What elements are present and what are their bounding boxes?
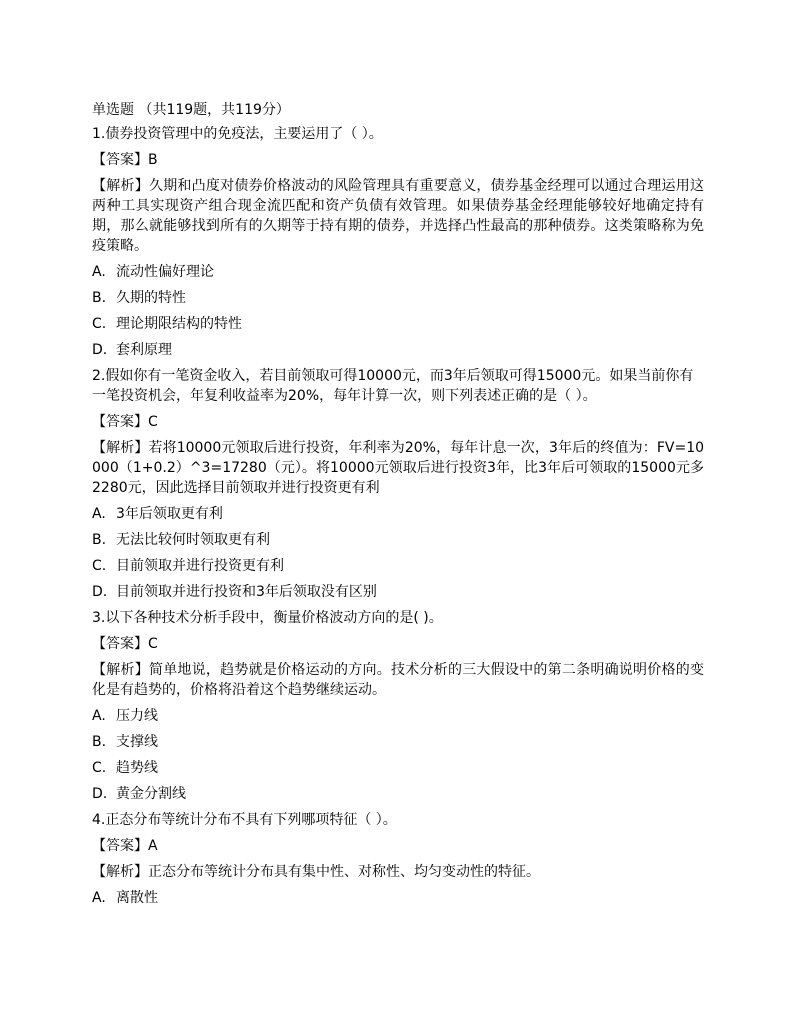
analysis-line: [92, 862, 704, 882]
analysis-text: 若将10000元领取后进行投资，年利率为20%，每年计息一次，3年后的终值为：FV=10000（1+0.2）^3=17280（元）。将10000元领取后进行投资3年，比3年后可领取的15000元多2280元，因此选择目前领取并进行投资更有利: [92, 440, 705, 496]
option-c: [92, 556, 704, 576]
option-text: 趋势线: [116, 760, 158, 776]
answer-value: C: [148, 636, 158, 652]
option-a: [92, 706, 704, 726]
question-block-4: [92, 810, 704, 908]
question-block-3: [92, 608, 704, 804]
option-text: 支撑线: [116, 734, 158, 750]
analysis-text: 正态分布等统计分布具有集中性、对称性、均匀变动性的特征。: [148, 864, 540, 880]
option-text: 套利原理: [116, 342, 172, 358]
option-text: 理论期限结构的特性: [116, 316, 242, 332]
option-label: C.: [92, 316, 107, 332]
option-text: 流动性偏好理论: [116, 264, 214, 280]
analysis-line: [92, 176, 704, 256]
option-d: [92, 784, 704, 804]
question-stem: 3.以下各种技术分析手段中，衡量价格波动方向的是( )。: [92, 610, 443, 626]
answer-line: [92, 150, 704, 170]
option-c: [92, 314, 704, 334]
analysis-label: 【解析】: [92, 178, 149, 194]
answer-value: C: [148, 414, 158, 430]
option-label: B.: [92, 290, 107, 306]
option-label: D.: [92, 786, 108, 802]
answer-value: B: [148, 152, 158, 168]
option-a: [92, 262, 704, 282]
option-label: D.: [92, 342, 108, 358]
option-label: A.: [92, 708, 106, 724]
option-label: A.: [92, 506, 106, 522]
analysis-text: 久期和凸度对债券价格波动的风险管理具有重要意义，债券基金经理可以通过合理运用这两种工具实现资产组合现金流匹配和资产负债有效管理。如果债券基金经理能够较好地确定持有期，那么就能够找到所有的久期等于持有期的债券，并选择凸性最高的那种债券。这类策略称为免疫策略。: [92, 178, 704, 254]
option-c: [92, 758, 704, 778]
option-label: B.: [92, 532, 107, 548]
document-page: [92, 100, 704, 914]
option-label: C.: [92, 760, 107, 776]
answer-line: [92, 634, 704, 654]
analysis-label: 【解析】: [92, 662, 149, 678]
answer-line: [92, 412, 704, 432]
analysis-line: [92, 660, 704, 700]
question-stem: 4.正态分布等统计分布不具有下列哪项特征（ ）。: [92, 812, 397, 828]
answer-value: A: [148, 838, 158, 854]
answer-line: [92, 836, 704, 856]
analysis-label: 【解析】: [92, 440, 149, 456]
answer-label: 【答案】: [92, 152, 148, 168]
option-text: 久期的特性: [116, 290, 186, 306]
option-label: C.: [92, 558, 107, 574]
analysis-line: [92, 438, 704, 498]
answer-label: 【答案】: [92, 636, 148, 652]
option-label: A.: [92, 890, 106, 906]
option-label: B.: [92, 734, 107, 750]
question-stem: 2.假如你有一笔资金收入，若目前领取可得10000元，而3年后领取可得15000元。如果当前你有一笔投资机会，年复利收益率为20%，每年计算一次，则下列表述正确的是（ ）。: [92, 368, 694, 404]
option-d: [92, 582, 704, 602]
option-label: A.: [92, 264, 106, 280]
analysis-text: 简单地说，趋势就是价格运动的方向。技术分析的三大假设中的第二条明确说明价格的变化是有趋势的，价格将沿着这个趋势继续运动。: [92, 662, 704, 698]
option-b: [92, 530, 704, 550]
question-block-2: [92, 366, 704, 602]
option-text: 离散性: [116, 890, 158, 906]
option-d: [92, 340, 704, 360]
option-text: 黄金分割线: [116, 786, 186, 802]
section-header: 单选题 （共119题，共119分）: [92, 102, 290, 118]
option-b: [92, 288, 704, 308]
option-b: [92, 732, 704, 752]
answer-label: 【答案】: [92, 838, 148, 854]
analysis-label: 【解析】: [92, 864, 148, 880]
option-text: 无法比较何时领取更有利: [116, 532, 270, 548]
option-a: [92, 504, 704, 524]
option-text: 目前领取并进行投资和3年后领取没有区别: [116, 584, 377, 600]
question-stem: 1.债券投资管理中的免疫法，主要运用了（ ）。: [92, 126, 383, 142]
option-label: D.: [92, 584, 108, 600]
option-a: [92, 888, 704, 908]
question-block-1: [92, 124, 704, 360]
option-text: 压力线: [116, 708, 158, 724]
option-text: 目前领取并进行投资更有利: [116, 558, 284, 574]
answer-label: 【答案】: [92, 414, 148, 430]
option-text: 3年后领取更有利: [116, 506, 223, 522]
